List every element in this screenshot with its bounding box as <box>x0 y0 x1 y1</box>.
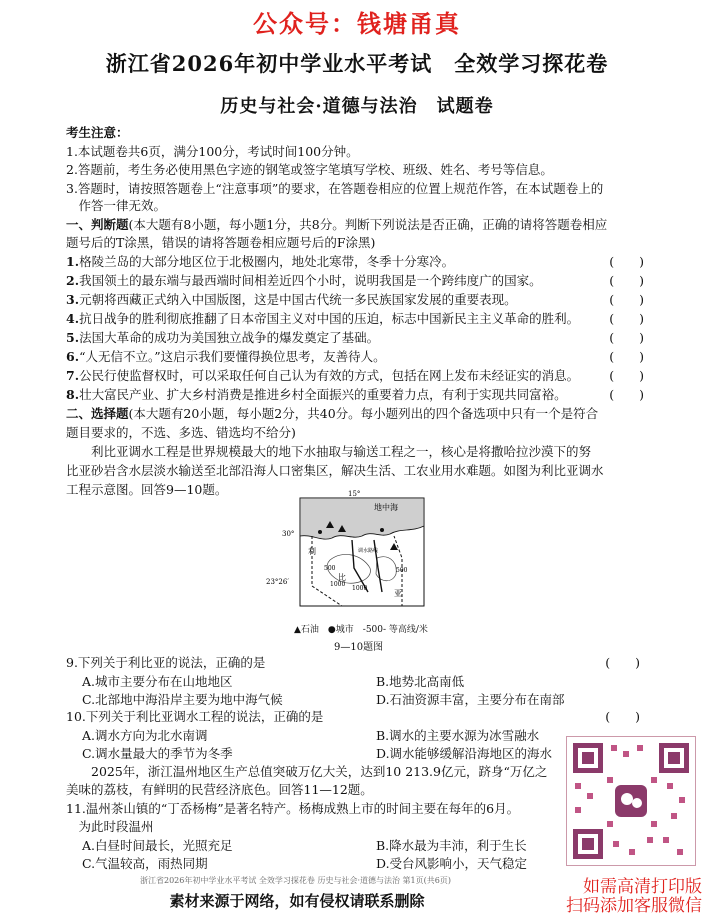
judge-item-6: 6.“人无信不立。”这启示我们要懂得换位思考，友善待人。 ( ) <box>66 349 644 364</box>
notice-item: 1.本试题卷共6页，满分100分，考试时间100分钟。 <box>66 144 359 159</box>
judge-item-7: 7.公民行使监督权时，可以采取任何自己认为有效的方式，包括在网上发布未经证实的消息。 ( ) <box>66 368 644 383</box>
answer-paren: ( ) <box>609 311 644 326</box>
notice-item: 2.答题前，考生务必使用黑色字迹的钢笔或签字笔填写学校、班级、姓名、考号等信息。 <box>66 162 553 177</box>
country-label: 利 <box>308 547 316 556</box>
answer-paren: ( ) <box>609 349 644 364</box>
map-legend: ▲石油 ●城市 -500- 等高线/米 <box>294 625 428 635</box>
q9-option-a: A.城市主要分布在山地地区 <box>82 674 233 689</box>
passage-text: 美味的荔枝，有鲜明的民营经济底色。回答11—12题。 <box>66 782 373 797</box>
lat-label: 23°26′ <box>266 578 289 586</box>
section1-desc <box>66 216 607 233</box>
q9-option-c: C.北部地中海沿岸主要为地中海气候 <box>82 692 283 707</box>
pipeline-label: 调水路线 <box>358 548 379 554</box>
q11-option-c: C.气温较高，雨热同期 <box>82 856 208 871</box>
lat-label: 30° <box>282 530 295 538</box>
bottom-note: 素材来源于网络，如有侵权请联系删除 <box>169 892 425 910</box>
q9-option-b: B.地势北高南低 <box>376 674 465 689</box>
passage-text: 利比亚调水工程是世界规模最大的地下水抽取与输送工程之一，核心是将撒哈拉沙漠下的努 <box>66 444 592 459</box>
answer-paren: ( ) <box>609 330 644 345</box>
section2-heading: 二、选择题 <box>66 406 129 421</box>
answer-paren: ( ) <box>609 387 644 402</box>
contour-label: 500 <box>324 565 336 572</box>
judge-item-1: 1.格陵兰岛的大部分地区位于北极圈内，地处北寒带，冬季十分寒冷。 ( ) <box>66 254 644 269</box>
passage-text: 2025年，浙江温州地区生产总值突破万亿大关，达到10 213.9亿元，跻身“万亿之 <box>66 764 548 779</box>
sea-label: 地中海 <box>374 503 398 512</box>
q11-option-a: A.白昼时间最长，光照充足 <box>82 838 233 853</box>
map-caption: 9—10题图 <box>334 642 384 653</box>
contour-label: 500 <box>396 567 408 574</box>
section2-desc <box>66 405 598 422</box>
lon-label: 15° <box>348 490 361 498</box>
question-11-cont: 为此时段温州 <box>66 819 154 834</box>
q10-option-c: C.调水量最大的季节为冬季 <box>82 746 233 761</box>
answer-paren: ( ) <box>609 273 644 288</box>
q11-option-d: D.受台风影响小，天气稳定 <box>376 856 528 871</box>
passage-text: 比亚砂岩含水层淡水输送至北部沿海人口密集区，解决生活、工农业用水难题。如图为利比亚调水 <box>66 463 604 478</box>
q10-option-a: A.调水方向为北水南调 <box>82 728 208 743</box>
question-10: 10.下列关于利比亚调水工程的说法，正确的是 ( ) <box>66 709 640 724</box>
passage-text: 工程示意图。回答9—10题。 <box>66 482 228 497</box>
answer-paren: ( ) <box>605 709 640 724</box>
qr-code[interactable] <box>566 736 696 866</box>
page-footer: 浙江省2026年初中学业水平考试 全效学习探花卷 历史与社会·道德与法治 第1页(共6页) <box>140 876 451 885</box>
watermark-bottom-right-1: 如需高清打印版 <box>583 877 702 897</box>
judge-item-5: 5.法国大革命的成功为美国独立战争的爆发奠定了基础。 ( ) <box>66 330 644 345</box>
q10-option-d: D.调水能够缓解沿海地区的海水 <box>376 746 553 761</box>
section1-desc-1: (本大题有8小题，每小题1分，共8分。判断下列说法是否正确，正确的请将答题卷相应 <box>128 217 608 232</box>
city-icon <box>380 528 384 532</box>
section2-desc-1: (本大题有20小题，每小题2分，共40分。每小题列出的四个备选项中只有一个是符合 <box>128 406 599 421</box>
notice-item: 作答一律无效。 <box>66 198 167 213</box>
answer-paren: ( ) <box>605 655 640 670</box>
q9-option-d: D.石油资源丰富，主要分布在南部 <box>376 692 565 707</box>
exam-title: 浙江省2026年初中学业水平考试 全效学习探花卷 <box>105 51 609 76</box>
section1-heading: 一、判断题 <box>66 217 129 232</box>
section1-desc-2: 题号后的T涂黑，错误的请将答题卷相应题号后的F涂黑) <box>66 235 376 250</box>
q11-option-b: B.降水最为丰沛，利于生长 <box>376 838 527 853</box>
libya-map <box>266 488 442 628</box>
notice-heading: 考生注意： <box>66 125 129 140</box>
watermark-top: 公众号：钱塘甬真 <box>253 10 461 38</box>
judge-item-4: 4.抗日战争的胜利彻底推翻了日本帝国主义对中国的压迫，标志中国新民主主义革命的胜利。 ( ) <box>66 311 644 326</box>
judge-item-3: 3.元朝将西藏正式纳入中国版图，这是中国古代统一多民族国家发展的重要表现。 ( ) <box>66 292 644 307</box>
country-label: 亚 <box>394 589 402 598</box>
judge-item-2: 2.我国领土的最东端与最西端时间相差近四个小时，说明我国是一个跨纬度广的国家。 ( ) <box>66 273 644 288</box>
answer-paren: ( ) <box>609 254 644 269</box>
question-11: 11.温州茶山镇的“丁岙杨梅”是著名特产。杨梅成熟上市的时间主要在每年的6月。 <box>66 801 520 816</box>
judge-item-8: 8.壮大富民产业、扩大乡村消费是推进乡村全面振兴的重要着力点，有利于实现共同富裕。 ( ) <box>66 387 644 402</box>
watermark-bottom-right-2: 扫码添加客服微信 <box>566 896 702 916</box>
answer-paren: ( ) <box>609 292 644 307</box>
contour-label: 1000 <box>330 581 346 588</box>
question-9: 9.下列关于利比亚的说法，正确的是 ( ) <box>66 655 640 670</box>
exam-subtitle: 历史与社会·道德与法治 试题卷 <box>220 96 494 117</box>
country-label: 比 <box>338 573 346 582</box>
city-icon <box>318 530 322 534</box>
contour-label: 1000 <box>352 585 368 592</box>
section2-desc-2: 题目要求的，不选、多选、错选均不给分) <box>66 425 296 440</box>
q10-option-b: B.调水的主要水源为冰雪融水 <box>376 728 540 743</box>
notice-item: 3.答题时，请按照答题卷上“注意事项”的要求，在答题卷相应的位置上规范作答，在本试题卷上的 <box>66 181 604 196</box>
answer-paren: ( ) <box>609 368 644 383</box>
